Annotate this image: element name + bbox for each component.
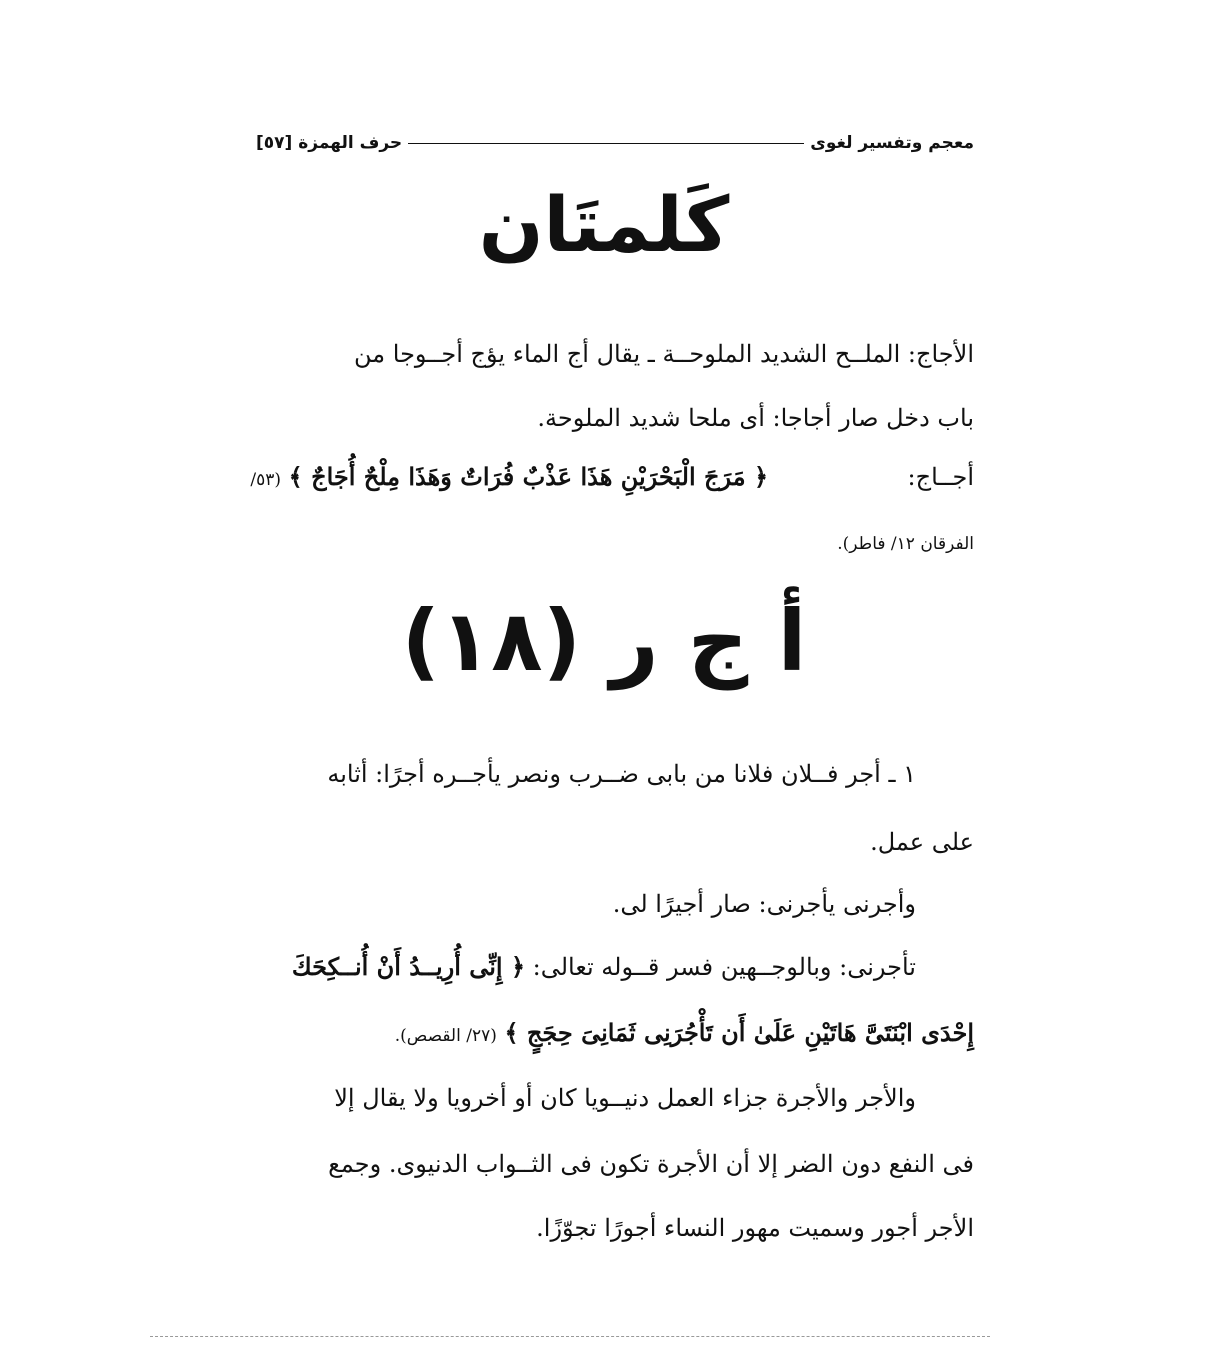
running-header: [256, 128, 974, 158]
text-line: والأجر والأجرة جزاء العمل دنيــويا كان أو أخرويا ولا يقال إلا: [334, 1084, 916, 1112]
text-line-quote: [256, 1018, 974, 1047]
text-line-quote: [250, 462, 974, 491]
verse-reference-line: الفرقان ١٢/ فاطر).: [837, 534, 974, 554]
text-line: وأجرنى يأجرنى: صار أجيرًا لى.: [612, 890, 916, 918]
root-heading: أ ج ر (١٨): [401, 592, 807, 690]
text-line: الأجاج: الملــح الشديد الملوحــة ـ يقال أج الماء يؤج أجــوجا من: [354, 340, 974, 368]
quran-verse: ﴿ مَرَجَ الْبَحْرَيْنِ هَذَا عَذْبٌ فُرَاتٌ وَهَذَا مِلْحٌ أُجَاجٌ ﴾: [288, 462, 768, 491]
text-line-quote: [256, 952, 974, 981]
verse-reference: (٥٣/: [250, 470, 282, 490]
text-line: باب دخل صار أجاجا: أى ملحا شديد الملوحة.: [537, 404, 974, 432]
text-line: الأجر أجور وسميت مهور النساء أجورًا تجوّزًا.: [536, 1214, 974, 1242]
text-line: على عمل.: [870, 828, 974, 856]
header-book-title: معجم وتفسير لغوى: [810, 133, 974, 153]
text-line: ١ ـ أجر فــلان فلانا من بابى ضــرب ونصر يأجــره أجرًا: أثابه: [327, 760, 916, 788]
scan-edge-rule: [150, 1336, 990, 1337]
text-line: فى النفع دون الضر إلا أن الأجرة تكون فى الثــواب الدنيوى. وجمع: [328, 1150, 974, 1178]
quran-verse: إِحْدَى ابْنَتَىَّ هَاتَيْنِ عَلَىٰ أَن تَأْجُرَنِى ثَمَانِىَ حِجَجٍ ﴾: [504, 1018, 974, 1047]
text-span: تأجرنى: وبالوجــهين فسر قــوله تعالى:: [532, 953, 916, 981]
entry-heading-kalimatan: كَلمتَان: [478, 180, 730, 269]
header-section-page: حرف الهمزة [٥٧]: [256, 133, 403, 153]
term-label: أجــاج:: [907, 463, 974, 491]
quran-verse: ﴿ إِنِّى أُرِيــدُ أَنْ أُنــكِحَكَ: [291, 952, 526, 981]
verse-reference: (٢٧/ القصص).: [394, 1026, 497, 1046]
header-rule: [408, 143, 804, 144]
